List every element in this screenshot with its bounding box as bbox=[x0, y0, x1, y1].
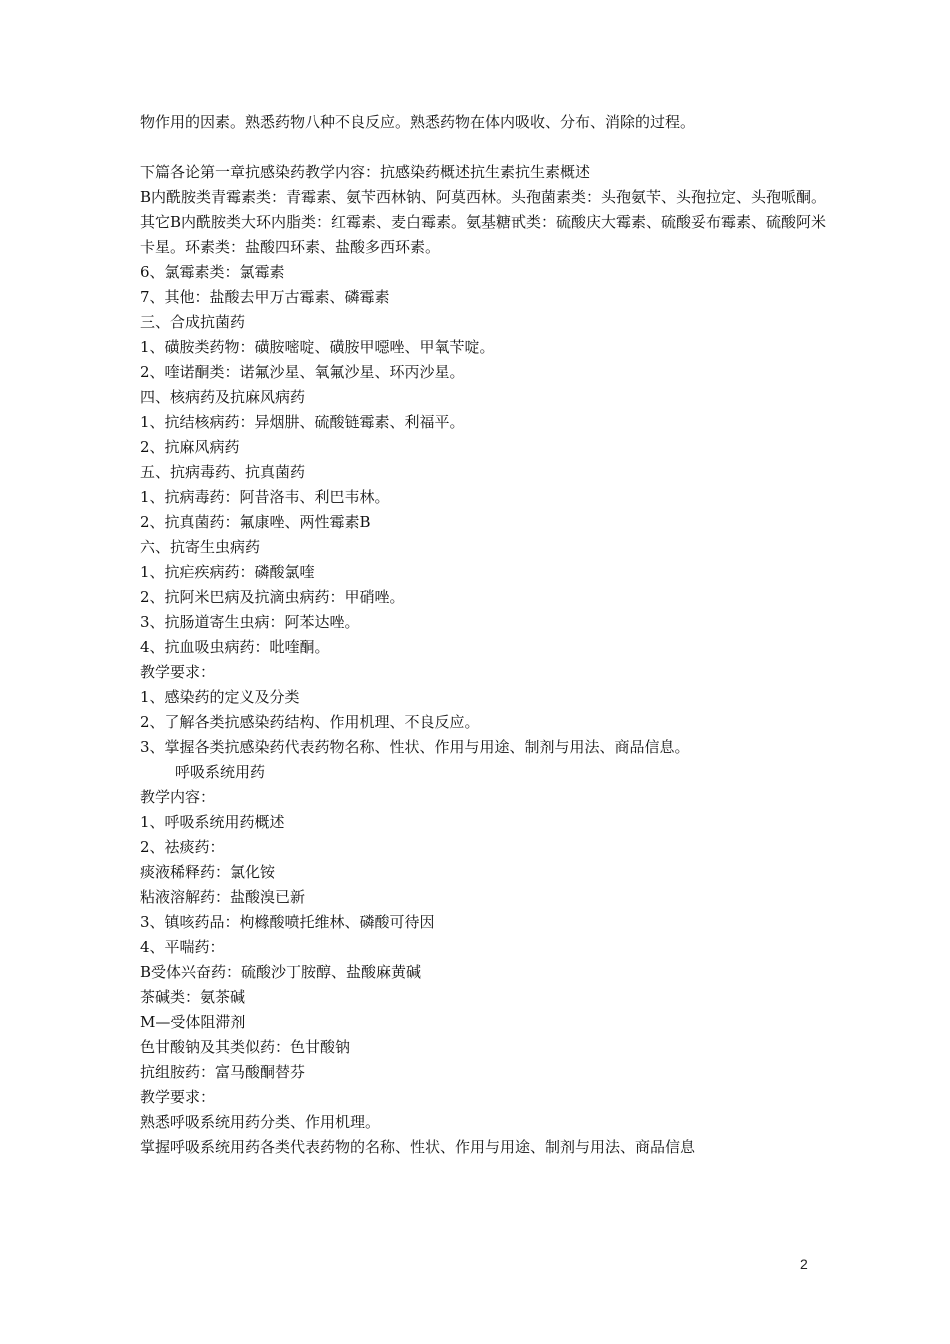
text-line: 其它B内酰胺类大环内脂类：红霉素、麦白霉素。氨基糖甙类：硫酸庆大霉素、硫酸妥布霉素、硫酸阿米卡星。环素类：盐酸四环素、盐酸多西环素。 bbox=[140, 213, 827, 256]
text-line: 4、抗血吸虫病药：吡喹酮。 bbox=[140, 638, 330, 656]
text-line: 掌握呼吸系统用药各类代表药物的名称、性状、作用与用途、制剂与用法、商品信息 bbox=[140, 1138, 696, 1156]
text-line: 3、镇咳药品：枸橼酸喷托维林、磷酸可待因 bbox=[140, 913, 435, 931]
text-line: 6、氯霉素类：氯霉素 bbox=[140, 263, 285, 281]
text-line: 2、抗阿米巴病及抗滴虫病药：甲硝唑。 bbox=[140, 588, 405, 606]
text-line: 1、抗疟疾病药：磷酸氯喹 bbox=[140, 563, 315, 581]
blank-line bbox=[140, 135, 830, 160]
text-line: 3、掌握各类抗感染药代表药物名称、性状、作用与用途、制剂与用法、商品信息。 bbox=[140, 738, 690, 756]
page-number: 2 bbox=[800, 1256, 808, 1272]
text-line: 2、了解各类抗感染药结构、作用机理、不良反应。 bbox=[140, 713, 480, 731]
text-line: 2、喹诺酮类：诺氟沙星、氧氟沙星、环丙沙星。 bbox=[140, 363, 465, 381]
text-line: 1、呼吸系统用药概述 bbox=[140, 813, 285, 831]
section-heading: 四、核病药及抗麻风病药 bbox=[140, 388, 306, 406]
requirements-heading: 教学要求： bbox=[140, 663, 216, 681]
text-line: 1、抗病毒药：阿昔洛韦、利巴韦林。 bbox=[140, 488, 390, 506]
requirements-heading: 教学要求： bbox=[140, 1088, 216, 1106]
chapter-heading: 呼吸系统用药 bbox=[175, 763, 266, 781]
text-line: B受体兴奋药：硫酸沙丁胺醇、盐酸麻黄碱 bbox=[140, 963, 422, 981]
text-line: 1、抗结核病药：异烟肼、硫酸链霉素、利福平。 bbox=[140, 413, 465, 431]
text-line: 7、其他：盐酸去甲万古霉素、磷霉素 bbox=[140, 288, 390, 306]
text-line: 4、平喘药： bbox=[140, 938, 225, 956]
text-line: 茶碱类：氨茶碱 bbox=[140, 988, 246, 1006]
text-line: 粘液溶解药：盐酸溴已新 bbox=[140, 888, 306, 906]
text-line: 熟悉呼吸系统用药分类、作用机理。 bbox=[140, 1113, 381, 1131]
text-line: 2、抗麻风病药 bbox=[140, 438, 240, 456]
text-line: 2、祛痰药： bbox=[140, 838, 225, 856]
section-heading: 三、合成抗菌药 bbox=[140, 313, 246, 331]
text-line: 2、抗真菌药：氟康唑、两性霉素B bbox=[140, 513, 371, 531]
section-heading: 五、抗病毒药、抗真菌药 bbox=[140, 463, 306, 481]
text-line: 痰液稀释药：氯化铵 bbox=[140, 863, 276, 881]
chapter-heading: 下篇各论第一章抗感染药教学内容：抗感染药概述抗生素抗生素概述 bbox=[140, 163, 591, 181]
text-line: 色甘酸钠及其类似药：色甘酸钠 bbox=[140, 1038, 351, 1056]
text-line: B内酰胺类青霉素类：青霉素、氨苄西林钠、阿莫西林。头孢菌素类：头孢氨苄、头孢拉定、头孢哌酮。 bbox=[140, 188, 827, 206]
text-line: 1、感染药的定义及分类 bbox=[140, 688, 300, 706]
text-line: 3、抗肠道寄生虫病：阿苯达唑。 bbox=[140, 613, 360, 631]
content-heading: 教学内容： bbox=[140, 788, 216, 806]
text-line: 抗组胺药：富马酸酮替芬 bbox=[140, 1063, 306, 1081]
document-body bbox=[140, 110, 830, 1160]
section-heading: 六、抗寄生虫病药 bbox=[140, 538, 261, 556]
text-line: 物作用的因素。熟悉药物八种不良反应。熟悉药物在体内吸收、分布、消除的过程。 bbox=[140, 113, 696, 131]
text-line: M—受体阻滞剂 bbox=[140, 1013, 246, 1031]
text-line: 1、磺胺类药物：磺胺嘧啶、磺胺甲噁唑、甲氧苄啶。 bbox=[140, 338, 495, 356]
